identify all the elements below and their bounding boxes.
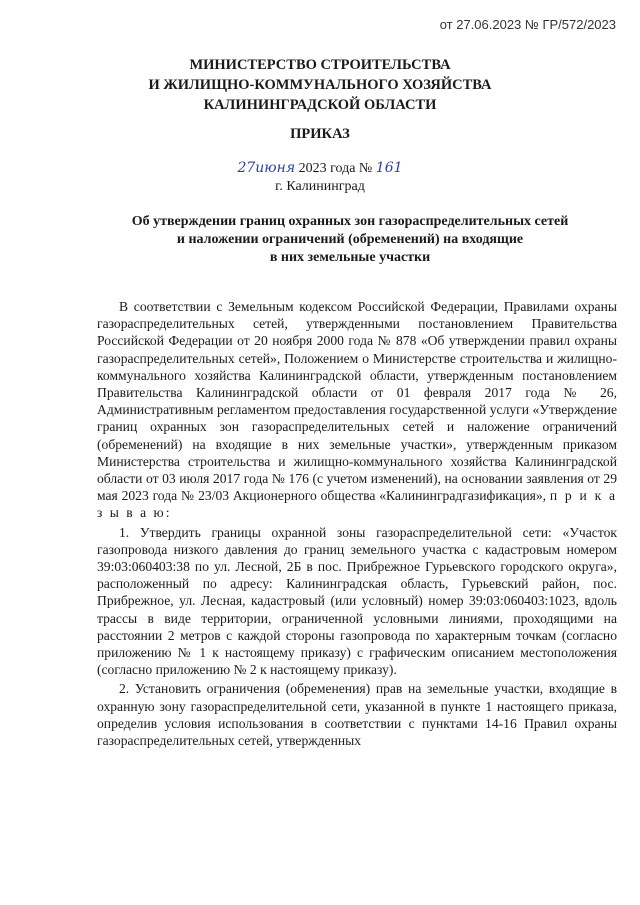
ministry-line: И ЖИЛИЩНО-КОММУНАЛЬНОГО ХОЗЯЙСТВА <box>148 77 492 93</box>
clause-1: 1. Утвердить границы охранной зоны газораспределительной сети: «Участок газопровода низкого давления до границ земельного участка с кадастровым номером 39:03:060403:38 по ул. Лесной, 2Б в пос. Прибрежное Гурьевского городского округа», расположенный по адресу: Калининградская область, Гурьевский район, пос. Прибрежное, ул. Лесная, кадастровый (или условный) номер 39:03:060403:1023, вдоль трассы в виде территории, ограниченной условными линиями, проходящими на расстоянии 2 метров с каждой стороны газопровода по характерным точкам (согласно приложению № 1 к настоящему приказу) с графическим описанием местоположения (согласно приложению № 2 к настоящему приказу). <box>97 524 617 678</box>
order-date-line <box>0 160 640 177</box>
order-body <box>97 298 617 749</box>
order-subject <box>110 213 590 267</box>
registration-stamp: от 27.06.2023 № ГР/572/2023 <box>439 17 616 32</box>
clause-2: 2. Установить ограничения (обременения) прав на земельные участки, входящие в охранную зону газораспределительной сети, указанной в пункте 1 настоящего приказа, определив условия использования в соответствии с пунктами 14-16 Правил охраны газораспределительных сетей, утвержденных <box>97 681 617 749</box>
order-heading: ПРИКАЗ <box>290 126 350 142</box>
preamble-text: В соответствии с Земельным кодексом Российской Федерации, Правилами охраны газораспределительных сетей, утвержденными постановлением Правительства Российской Федерации от 20 ноября 2000 года № 878 «Об утверждении правил охраны газораспределительных сетей», Положением о Министерстве строительства и жилищно-коммунального хозяйства Калининградской области, утвержденным постановлением Правительства Калининградской области от 01 февраля 2017 года № 26, Административным регламентом предоставления государственной услуги «Утверждение границ охранных зон газораспределительных сетей и наложение ограничений (обременений) на входящие в них земельные участки», утвержденным приказом Министерства строительства и жилищно-коммунального хозяйства Калининградской области от 03 июля 2017 года № 176 (с учетом изменений), на основании заявления от 29 мая 2023 года № 23/03 Акционерного общества «Калининградгазификация», <box>97 299 617 504</box>
handwritten-date: 27июня <box>237 160 296 176</box>
city: г. Калининград <box>275 179 365 194</box>
subject-line: Об утверждении границ охранных зон газораспределительных сетей <box>131 214 569 229</box>
ministry-title <box>0 55 640 115</box>
subject-line: и наложении ограничений (обременений) на входящие <box>176 232 524 247</box>
ministry-line: МИНИСТЕРСТВО СТРОИТЕЛЬСТВА <box>189 57 451 73</box>
year-text: 2023 года № <box>298 161 373 176</box>
preamble-paragraph <box>97 298 617 522</box>
handwritten-number: 161 <box>375 160 403 176</box>
decree-word: п р и к а з ы в а ю: <box>97 488 617 521</box>
subject-line: в них земельные участки <box>269 250 431 265</box>
ministry-line: КАЛИНИНГРАДСКОЙ ОБЛАСТИ <box>203 97 437 113</box>
